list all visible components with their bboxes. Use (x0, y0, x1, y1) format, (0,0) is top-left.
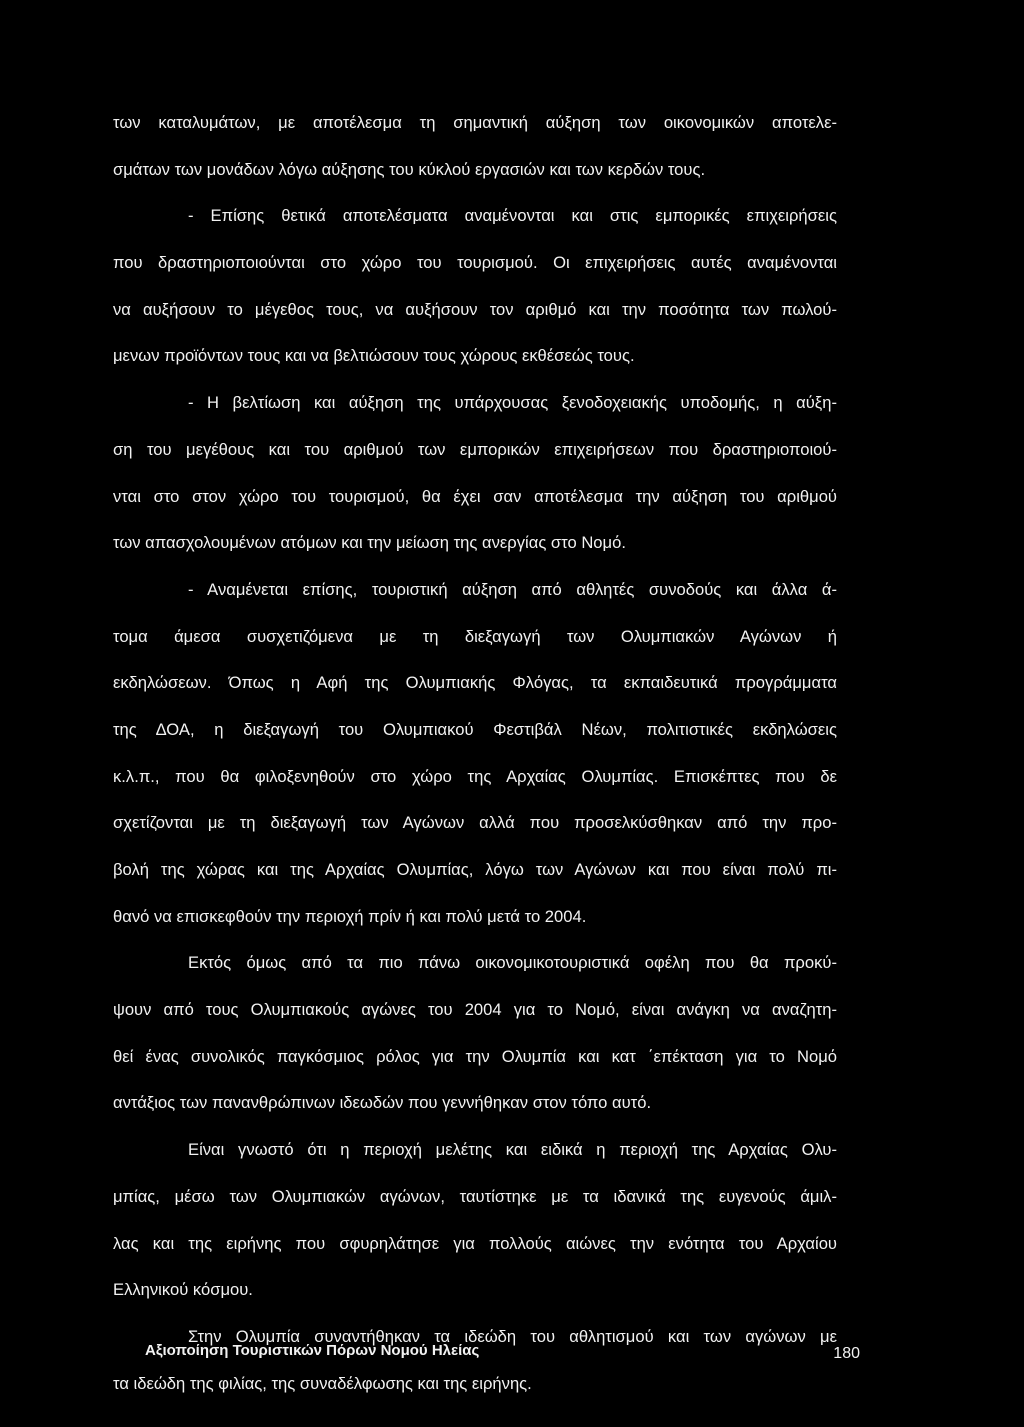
text-line: εκδηλώσεων. Όπως η Αφή της Ολυμπιακής Φλόγας, τα εκπαιδευτικά προγράμματα (113, 673, 837, 693)
text-line: να αυξήσουν το μέγεθος τους, να αυξήσουν τον αριθμό και την ποσότητα των πωλού- (113, 299, 837, 319)
text-line: - Επίσης θετικά αποτελέσματα αναμένονται και στις εμπορικές επιχειρήσεις (188, 206, 837, 226)
text-line: θανό να επισκεφθούν την περιοχή πρίν ή και πολύ μετά το 2004. (113, 906, 587, 926)
text-line: Ελληνικού κόσμου. (113, 1280, 253, 1300)
text-line: ψουν από τους Ολυμπιακούς αγώνες του 2004 για το Νομό, είναι ανάγκη να αναζητη- (113, 1000, 837, 1020)
text-line: που δραστηριοποιούνται στο χώρο του τουρισμού. Οι επιχειρήσεις αυτές αναμένονται (113, 253, 837, 273)
text-line: - Η βελτίωση και αύξηση της υπάρχουσας ξενοδοχειακής υποδομής, η αύξη- (188, 393, 837, 413)
text-line: - Αναμένεται επίσης, τουριστική αύξηση από αθλητές συνοδούς και άλλα ά- (188, 579, 837, 599)
text-line: τομα άμεσα συσχετιζόμενα με τη διεξαγωγή των Ολυμπιακών Αγώνων ή (113, 626, 837, 646)
text-line: κ.λ.π., που θα φιλοξενηθούν στο χώρο της Αρχαίας Ολυμπίας. Επισκέπτες που δε (113, 766, 837, 786)
text-line: Είναι γνωστό ότι η περιοχή μελέτης και ειδικά η περιοχή της Αρχαίας Ολυ- (188, 1140, 837, 1160)
text-line: μπίας, μέσω των Ολυμπιακών αγώνων, ταυτίστηκε με τα ιδανικά της ευγενούς άμιλ- (113, 1186, 837, 1206)
text-line: νται στο στον χώρο του τουρισμού, θα έχει σαν αποτέλεσμα την αύξηση του αριθμού (113, 486, 837, 506)
text-line: λας και της ειρήνης που σφυρηλάτησε για πολλούς αιώνες την ενότητα του Αρχαίου (113, 1233, 837, 1253)
text-line: ση του μεγέθους και του αριθμού των εμπορικών επιχειρήσεων που δραστηριοποιού- (113, 439, 837, 459)
text-line: σμάτων των μονάδων λόγω αύξησης του κύκλού εργασιών και των κερδών τους. (113, 159, 706, 179)
text-line: Εκτός όμως από τα πιο πάνω οικονομικοτουριστικά οφέλη που θα προκύ- (188, 953, 837, 973)
text-line: σχετίζονται με τη διεξαγωγή των Αγώνων αλλά που προσελκύσθηκαν από την προ- (113, 813, 837, 833)
text-line: βολή της χώρας και της Αρχαίας Ολυμπίας, λόγω των Αγώνων και που είναι πολύ πι- (113, 860, 837, 879)
text-line: θεί ένας συνολικός παγκόσμιος ρόλος για την Ολυμπία και κατ ΄επέκταση για το Νομό (113, 1046, 837, 1066)
text-line: μενων προϊόντων τους και να βελτιώσουν τους χώρους εκθέσεώς τους. (113, 346, 635, 366)
text-line: των καταλυμάτων, με αποτέλεσμα τη σημαντική αύξηση των οικονομικών αποτελε- (113, 113, 837, 132)
text-line: αντάξιος των πανανθρώπινων ιδεωδών που γεννήθηκαν στον τόπο αυτό. (113, 1093, 652, 1113)
document-body (113, 112, 837, 1419)
text-line: των απασχολουμένων ατόμων και την μείωση της ανεργίας στο Νομό. (113, 533, 626, 553)
text-line: της ΔΟΑ, η διεξαγωγή του Ολυμπιακού Φεστιβάλ Νέων, πολιτιστικές εκδηλώσεις (113, 719, 837, 739)
page-number: 180 (833, 1345, 860, 1362)
text-line: τα ιδεώδη της φιλίας, της συναδέλφωσης και της ειρήνης. (113, 1373, 532, 1393)
footer-title: Αξιοποίηση Τουριστικών Πόρων Νομού Ηλείας (145, 1342, 480, 1359)
text-line: Στην Ολυμπία συναντήθηκαν τα ιδεώδη του αθλητισμού και των αγώνων με (188, 1326, 837, 1346)
